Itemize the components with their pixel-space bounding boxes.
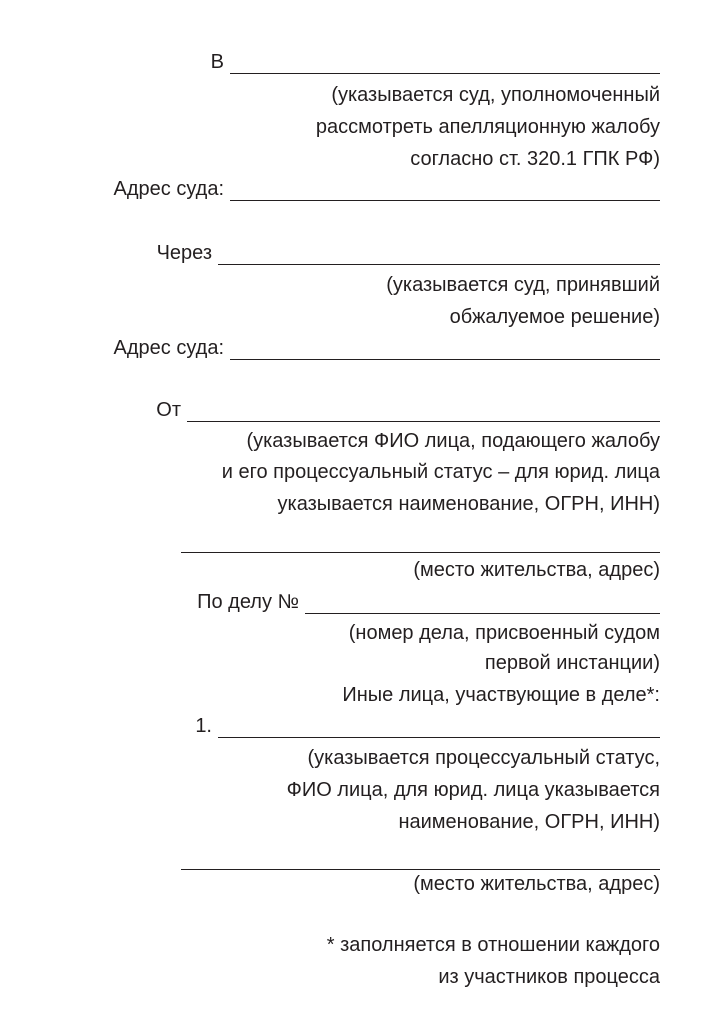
court-via-address-label: Адрес суда: [113,337,224,359]
court-via-row [0,241,660,265]
others-hint-3: наименование, ОГРН, ИНН) [398,811,660,833]
others-hint-2: ФИО лица, для юрид. лица указывается [286,779,660,801]
court-to-row [0,50,660,74]
case-number-field[interactable] [305,595,660,614]
case-label: По делу № [197,591,299,613]
court-to-label: В [210,51,224,73]
case-hint-2: первой инстанции) [484,652,660,674]
others-address-hint: (место жительства, адрес) [413,873,660,895]
others-item-row [0,714,660,738]
from-address-row [0,529,660,553]
from-hint-3: указывается наименование, ОГРН, ИНН) [277,493,660,515]
footnote-1: * заполняется в отношении каждого [326,934,660,956]
from-field[interactable] [187,403,660,422]
court-to-hint-2: рассмотреть апелляционную жалобу [315,116,660,138]
from-row [0,398,660,422]
others-address-row [0,846,660,870]
others-title: Иные лица, участвующие в деле*: [342,684,660,706]
court-via-label: Через [156,242,212,264]
from-hint-1: (указывается ФИО лица, подающего жалобу [246,430,660,452]
court-to-address-field[interactable] [230,182,660,201]
court-to-field[interactable] [230,55,660,74]
others-item-label: 1. [195,715,212,737]
from-address-field[interactable] [181,534,660,553]
court-via-address-row [0,336,660,360]
court-via-address-field[interactable] [230,341,660,360]
case-row [0,590,660,614]
court-via-hint-1: (указывается суд, принявший [386,274,660,296]
court-via-field[interactable] [218,246,660,265]
court-to-address-label: Адрес суда: [113,178,224,200]
court-to-hint-3: согласно ст. 320.1 ГПК РФ) [410,148,660,170]
case-hint-1: (номер дела, присвоенный судом [348,622,660,644]
others-hint-1: (указывается процессуальный статус, [307,747,660,769]
court-via-hint-2: обжалуемое решение) [449,306,660,328]
court-to-hint-1: (указывается суд, уполномоченный [331,84,660,106]
others-item-field[interactable] [218,719,660,738]
from-address-hint: (место жительства, адрес) [413,559,660,581]
others-address-field[interactable] [181,851,660,870]
court-to-address-row [0,177,660,201]
footnote-2: из участников процесса [438,966,660,988]
from-hint-2: и его процессуальный статус – для юрид. лица [221,461,660,483]
from-label: От [156,399,181,421]
